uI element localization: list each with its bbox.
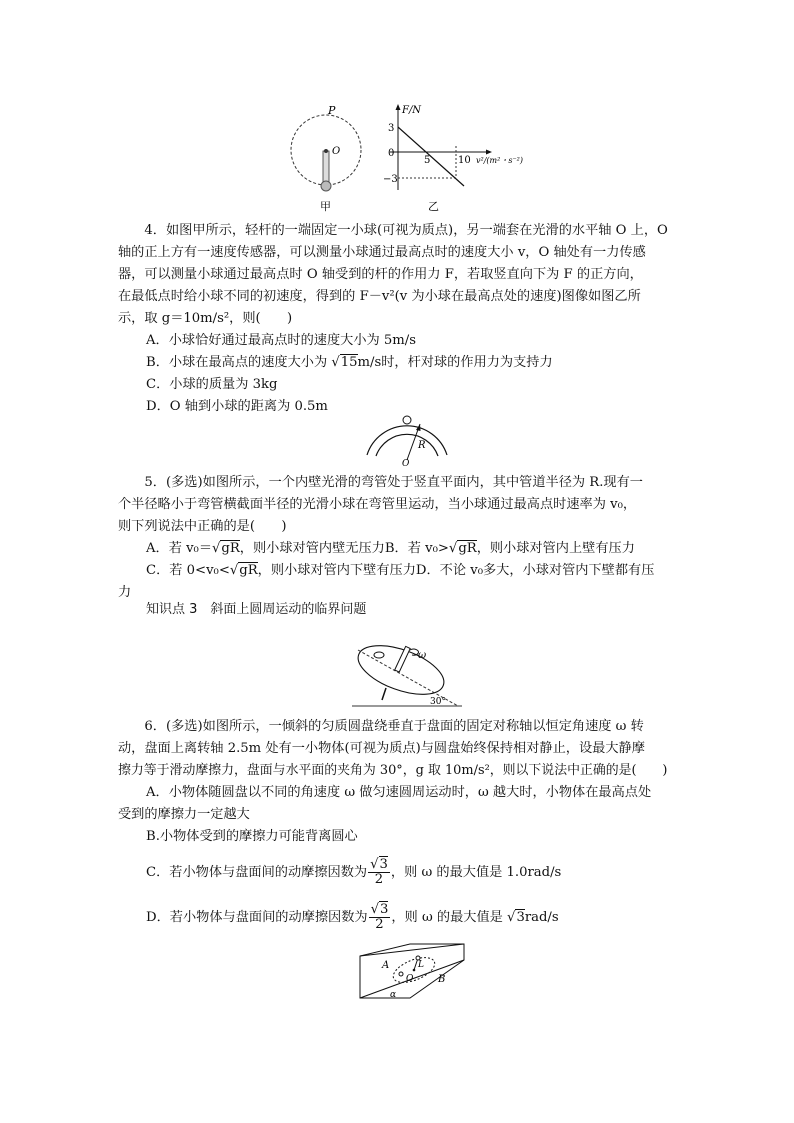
question-5 xyxy=(118,472,688,604)
q4-stem-line1: 4．如图甲所示，轻杆的一端固定一小球(可视为质点)，另一端套在光滑的水平轴 O 上，O xyxy=(144,223,668,238)
q6-option-b: B.小物体受到的摩擦力可能背离圆心 xyxy=(146,829,358,844)
q5-option-d-cont: 力 xyxy=(118,585,132,600)
tick-neg3: −3 xyxy=(383,174,398,185)
label-omega: ω xyxy=(418,650,427,661)
q6-option-d: D．若小物体与盘面间的动摩擦因数为 $\frac{√3}{2}$ ，则 ω 的最大值是 √3rad/s xyxy=(146,902,559,932)
figure-jia xyxy=(291,104,361,212)
graph-line xyxy=(398,127,464,186)
q4-option-d: D．O 轴到小球的距离为 0.5m xyxy=(146,399,328,414)
question-6 xyxy=(118,716,688,932)
q6-option-c: C．若小物体与盘面间的动摩擦因数为 $\frac{√3}{2}$ ，则 ω 的最大值是 1.0rad/s xyxy=(146,857,562,887)
tick-5: 5 xyxy=(424,155,431,166)
label-r: R xyxy=(418,440,426,451)
ball xyxy=(321,181,331,191)
q5-stem-line1: 5．(多选)如图所示，一个内壁光滑的弯管处于竖直平面内，其中管道半径为 R.现有一 xyxy=(144,475,643,490)
q4-stem-line3: 器，可以测量小球通过最高点时 O 轴受到的杆的作用力 F，若取竖直向下为 F 的正方向， xyxy=(118,267,643,282)
q4-stem-line4: 在最低点时给小球不同的初速度，得到的 F－v²(v 为小球在最高点处的速度)图像如图乙所 xyxy=(118,289,641,304)
figure-rod-and-graph xyxy=(280,100,540,212)
q5-options-cd xyxy=(118,560,688,582)
q5-stem-line3: 则下列说法中正确的是( ) xyxy=(118,519,287,534)
pivot xyxy=(324,149,328,153)
figure-bent-tube xyxy=(362,410,452,468)
label-o-incline: O xyxy=(406,974,414,984)
q4-option-c: C．小球的质量为 3kg xyxy=(146,377,278,392)
label-alpha: α xyxy=(390,990,397,1000)
figure-incline xyxy=(356,940,468,1002)
caption-yi: 乙 xyxy=(428,200,439,212)
graph-xlabel: v²/(m²・s⁻²) xyxy=(476,156,523,165)
q5-option-a: A．若 v₀＝√gR，则小球对管内壁无压力 xyxy=(146,541,385,556)
q5-option-c: C．若 0<v₀<√gR，则小球对管内下壁有压力 xyxy=(146,563,416,578)
figure-tilted-disk xyxy=(346,632,466,714)
q5-stem-line2: 个半径略小于弯管横截面半径的光滑小球在弯管里运动，当小球通过最高点时速率为 v₀， xyxy=(118,497,637,512)
label-p: P xyxy=(328,104,336,117)
q5-options-ab xyxy=(118,538,688,560)
label-30deg: 30° xyxy=(430,697,446,707)
label-l: L xyxy=(418,960,424,970)
label-b: B xyxy=(438,974,446,985)
tick-10: 10 xyxy=(458,155,471,166)
tick-0: 0 xyxy=(388,148,395,159)
q6-stem-line2: 动，盘面上离转轴 2.5m 处有一小物体(可视为质点)与圆盘始终保持相对静止，设最大静摩 xyxy=(118,741,645,756)
label-a: A xyxy=(382,960,390,971)
tick-3: 3 xyxy=(388,123,395,134)
q6-option-a-cont: 受到的摩擦力一定越大 xyxy=(118,807,250,822)
q5-option-b: B．若 v₀>√gR，则小球对管内上壁有压力 xyxy=(384,541,635,556)
rod xyxy=(323,151,329,183)
q4-option-b: B．小球在最高点的速度大小为 √15m/s时，杆对球的作用力为支持力 xyxy=(146,355,553,370)
tube-ball xyxy=(403,416,411,424)
q4-stem-line2: 轴的正上方有一速度传感器，可以测量小球通过最高点时的速度大小 v，O 轴处有一力传感 xyxy=(118,245,646,260)
question-4 xyxy=(118,220,688,418)
figure-yi-graph xyxy=(383,104,523,212)
q6-stem-line1: 6．(多选)如图所示，一倾斜的匀质圆盘绕垂直于盘面的固定对称轴以恒定角速度 ω 转 xyxy=(144,719,644,734)
q6-stem-line3: 擦力等于滑动摩擦力，盘面与水平面的夹角为 30°，g 取 10m/s²，则以下说法中正确的是( ) xyxy=(118,763,668,778)
q6-option-a: A．小物体随圆盘以不同的角速度 ω 做匀速圆周运动时，ω 越大时，小物体在最高点处 xyxy=(146,785,652,800)
knowledge-point-3: 知识点 3 斜面上圆周运动的临界问题 xyxy=(146,602,367,617)
label-o: O xyxy=(332,146,341,157)
graph-ylabel: F/N xyxy=(402,105,422,116)
q5-option-d: D．不论 v₀多大，小球对管内下壁都有压 xyxy=(415,563,655,578)
caption-jia: 甲 xyxy=(320,200,331,212)
label-o-tube: O xyxy=(402,459,410,468)
q4-option-a: A．小球恰好通过最高点时的速度大小为 5m/s xyxy=(146,333,417,348)
q4-stem-line5: 示，取 g＝10m/s²，则( ) xyxy=(118,311,293,326)
